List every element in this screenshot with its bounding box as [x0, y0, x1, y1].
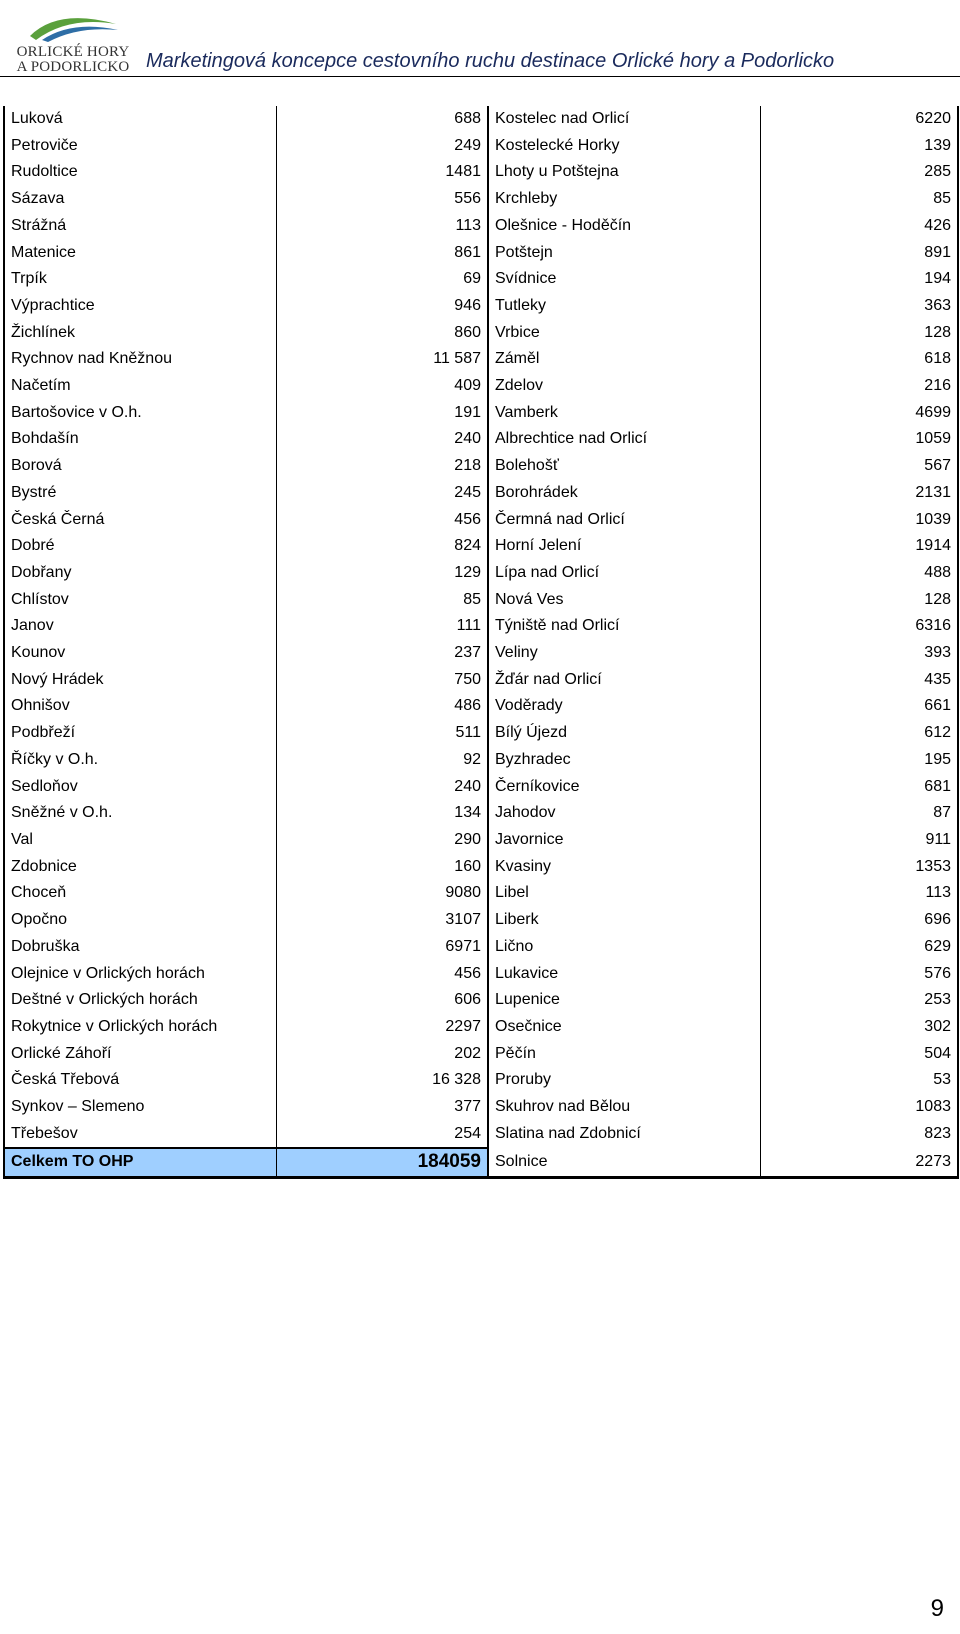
table-row [4, 266, 958, 293]
municipality-name: Říčky v O.h. [4, 747, 276, 774]
population-value: 860 [276, 320, 488, 347]
municipality-name: Javornice [488, 827, 760, 854]
municipality-name: Vrbice [488, 320, 760, 347]
table-row [4, 693, 958, 720]
municipality-name: Svídnice [488, 266, 760, 293]
population-value: 556 [276, 186, 488, 213]
population-value: 87 [760, 800, 958, 827]
municipality-name: Matenice [4, 240, 276, 267]
municipality-name: Lupenice [488, 987, 760, 1014]
population-value: 1083 [760, 1094, 958, 1121]
municipality-name: Janov [4, 613, 276, 640]
table-row [4, 560, 958, 587]
municipality-name: Opočno [4, 907, 276, 934]
population-value: 128 [760, 587, 958, 614]
population-value: 194 [760, 266, 958, 293]
population-value: 891 [760, 240, 958, 267]
municipality-name: Česká Třebová [4, 1067, 276, 1094]
municipality-name: Kostelecké Horky [488, 133, 760, 160]
table-row [4, 159, 958, 186]
table-row [4, 373, 958, 400]
municipality-name: Čermná nad Orlicí [488, 507, 760, 534]
municipality-name: Jahodov [488, 800, 760, 827]
population-value: 377 [276, 1094, 488, 1121]
municipality-name: Liberk [488, 907, 760, 934]
population-value: 1039 [760, 507, 958, 534]
table-row [4, 400, 958, 427]
municipality-name: Sázava [4, 186, 276, 213]
municipality-name: Ohnišov [4, 693, 276, 720]
population-value: 139 [760, 133, 958, 160]
municipality-name: Borová [4, 453, 276, 480]
population-value: 53 [760, 1067, 958, 1094]
population-value: 85 [276, 587, 488, 614]
population-value: 111 [276, 613, 488, 640]
table-row [4, 133, 958, 160]
population-value: 618 [760, 346, 958, 373]
municipality-name: Rudoltice [4, 159, 276, 186]
table-row [4, 293, 958, 320]
municipality-name: Bolehošť [488, 453, 760, 480]
population-value: 92 [276, 747, 488, 774]
municipality-name: Byzhradec [488, 747, 760, 774]
population-value: 2297 [276, 1014, 488, 1041]
logo-text-line2: A PODORLICKO [16, 59, 130, 75]
population-value: 824 [276, 533, 488, 560]
municipality-population-table [3, 106, 959, 1179]
table-row [4, 106, 958, 133]
population-value: 160 [276, 854, 488, 881]
population-value: 606 [276, 987, 488, 1014]
municipality-name: Výprachtice [4, 293, 276, 320]
population-value: 302 [760, 1014, 958, 1041]
table-row [4, 507, 958, 534]
table-row [4, 987, 958, 1014]
municipality-name: Rychnov nad Kněžnou [4, 346, 276, 373]
municipality-name: Bartošovice v O.h. [4, 400, 276, 427]
destination-logo [8, 4, 138, 74]
population-value: 426 [760, 213, 958, 240]
population-value: 576 [760, 961, 958, 988]
municipality-name: Podbřeží [4, 720, 276, 747]
table-row [4, 240, 958, 267]
municipality-name: Sněžné v O.h. [4, 800, 276, 827]
population-value: 363 [760, 293, 958, 320]
population-value: 290 [276, 827, 488, 854]
municipality-name: Česká Černá [4, 507, 276, 534]
population-value: 11 587 [276, 346, 488, 373]
municipality-name: Solnice [488, 1148, 760, 1177]
municipality-name: Chlístov [4, 587, 276, 614]
table-row [4, 480, 958, 507]
population-value: 2131 [760, 480, 958, 507]
municipality-name: Lhoty u Potštejna [488, 159, 760, 186]
municipality-name: Slatina nad Zdobnicí [488, 1121, 760, 1149]
municipality-name: Luková [4, 106, 276, 133]
population-value: 240 [276, 774, 488, 801]
municipality-name: Choceň [4, 880, 276, 907]
table-row [4, 640, 958, 667]
population-value: 456 [276, 507, 488, 534]
population-value: 16 328 [276, 1067, 488, 1094]
population-value: 195 [760, 747, 958, 774]
table-row [4, 453, 958, 480]
population-value: 1914 [760, 533, 958, 560]
population-value: 488 [760, 560, 958, 587]
municipality-name: Lípa nad Orlicí [488, 560, 760, 587]
population-value: 409 [276, 373, 488, 400]
population-value: 285 [760, 159, 958, 186]
table-row [4, 1094, 958, 1121]
population-value: 504 [760, 1041, 958, 1068]
population-value: 113 [760, 880, 958, 907]
table-row [4, 934, 958, 961]
population-value: 191 [276, 400, 488, 427]
table-row [4, 213, 958, 240]
population-value: 245 [276, 480, 488, 507]
municipality-name: Olešnice - Hoděčín [488, 213, 760, 240]
population-value: 456 [276, 961, 488, 988]
municipality-name: Skuhrov nad Bělou [488, 1094, 760, 1121]
municipality-name: Albrechtice nad Orlicí [488, 426, 760, 453]
table-row [4, 426, 958, 453]
municipality-name: Žďár nad Orlicí [488, 667, 760, 694]
municipality-name: Lukavice [488, 961, 760, 988]
population-value: 823 [760, 1121, 958, 1149]
header-divider [0, 76, 960, 77]
municipality-name: Zdelov [488, 373, 760, 400]
municipality-name: Krchleby [488, 186, 760, 213]
total-value: 184059 [276, 1148, 488, 1177]
population-value: 202 [276, 1041, 488, 1068]
population-value: 2273 [760, 1148, 958, 1177]
population-value: 486 [276, 693, 488, 720]
population-value: 1353 [760, 854, 958, 881]
municipality-name: Borohrádek [488, 480, 760, 507]
table-row [4, 854, 958, 881]
document-header-title: Marketingová koncepce cestovního ruchu destinace Orlické hory a Podorlicko [146, 50, 835, 72]
municipality-name: Bílý Újezd [488, 720, 760, 747]
population-value: 6971 [276, 934, 488, 961]
municipality-name: Sedloňov [4, 774, 276, 801]
municipality-name: Pěčín [488, 1041, 760, 1068]
table-row [4, 346, 958, 373]
population-value: 861 [276, 240, 488, 267]
table-row [4, 1014, 958, 1041]
population-value: 1481 [276, 159, 488, 186]
table-row [4, 774, 958, 801]
population-value: 567 [760, 453, 958, 480]
municipality-name: Záměl [488, 346, 760, 373]
municipality-name: Veliny [488, 640, 760, 667]
table-row [4, 1121, 958, 1149]
table-row [4, 667, 958, 694]
population-value: 69 [276, 266, 488, 293]
mountain-swoosh-icon [28, 6, 120, 44]
table-row [4, 880, 958, 907]
population-value: 254 [276, 1121, 488, 1149]
population-value: 240 [276, 426, 488, 453]
population-value: 216 [760, 373, 958, 400]
table-row [4, 533, 958, 560]
table-row [4, 747, 958, 774]
table-row [4, 613, 958, 640]
municipality-name: Žichlínek [4, 320, 276, 347]
municipality-name: Synkov – Slemeno [4, 1094, 276, 1121]
table-row [4, 907, 958, 934]
population-value: 134 [276, 800, 488, 827]
municipality-name: Zdobnice [4, 854, 276, 881]
population-value: 661 [760, 693, 958, 720]
table-row [4, 800, 958, 827]
municipality-name: Tutleky [488, 293, 760, 320]
municipality-name: Olejnice v Orlických horách [4, 961, 276, 988]
population-value: 249 [276, 133, 488, 160]
municipality-name: Trpík [4, 266, 276, 293]
municipality-name: Kvasiny [488, 854, 760, 881]
population-value: 511 [276, 720, 488, 747]
municipality-name: Černíkovice [488, 774, 760, 801]
population-value: 6220 [760, 106, 958, 133]
municipality-name: Týniště nad Orlicí [488, 613, 760, 640]
municipality-name: Potštejn [488, 240, 760, 267]
municipality-name: Osečnice [488, 1014, 760, 1041]
municipality-name: Dobruška [4, 934, 276, 961]
population-value: 688 [276, 106, 488, 133]
municipality-name: Orlické Záhoří [4, 1041, 276, 1068]
municipality-name: Dobřany [4, 560, 276, 587]
table-row [4, 186, 958, 213]
table-row [4, 1067, 958, 1094]
population-value: 946 [276, 293, 488, 320]
municipality-name: Bystré [4, 480, 276, 507]
municipality-name: Bohdašín [4, 426, 276, 453]
municipality-name: Nová Ves [488, 587, 760, 614]
table-row [4, 720, 958, 747]
logo-text-line1: ORLICKÉ HORY [16, 44, 130, 60]
municipality-name: Načetím [4, 373, 276, 400]
total-label: Celkem TO OHP [4, 1148, 276, 1177]
population-value: 435 [760, 667, 958, 694]
population-value: 85 [760, 186, 958, 213]
municipality-name: Proruby [488, 1067, 760, 1094]
municipality-name: Kostelec nad Orlicí [488, 106, 760, 133]
municipality-name: Deštné v Orlických horách [4, 987, 276, 1014]
municipality-name: Rokytnice v Orlických horách [4, 1014, 276, 1041]
population-value: 113 [276, 213, 488, 240]
municipality-name: Kounov [4, 640, 276, 667]
population-value: 253 [760, 987, 958, 1014]
municipality-name: Dobré [4, 533, 276, 560]
table-row [4, 1041, 958, 1068]
municipality-name: Horní Jelení [488, 533, 760, 560]
population-value: 6316 [760, 613, 958, 640]
municipality-name: Strážná [4, 213, 276, 240]
page-number: 9 [930, 1595, 944, 1622]
total-row [4, 1148, 958, 1177]
population-value: 9080 [276, 880, 488, 907]
population-value: 629 [760, 934, 958, 961]
population-value: 750 [276, 667, 488, 694]
municipality-name: Nový Hrádek [4, 667, 276, 694]
municipality-name: Val [4, 827, 276, 854]
population-value: 393 [760, 640, 958, 667]
table-row [4, 320, 958, 347]
population-value: 1059 [760, 426, 958, 453]
population-value: 612 [760, 720, 958, 747]
population-value: 128 [760, 320, 958, 347]
population-value: 3107 [276, 907, 488, 934]
population-value: 237 [276, 640, 488, 667]
municipality-name: Ličnо [488, 934, 760, 961]
population-value: 696 [760, 907, 958, 934]
table-row [4, 587, 958, 614]
population-value: 4699 [760, 400, 958, 427]
municipality-name: Třebešov [4, 1121, 276, 1149]
municipality-name: Petroviče [4, 133, 276, 160]
table-row [4, 827, 958, 854]
population-value: 129 [276, 560, 488, 587]
municipality-name: Voděrady [488, 693, 760, 720]
population-value: 681 [760, 774, 958, 801]
population-value: 218 [276, 453, 488, 480]
population-value: 911 [760, 827, 958, 854]
municipality-name: Vamberk [488, 400, 760, 427]
table-body [4, 106, 958, 1178]
municipality-name: Libel [488, 880, 760, 907]
table-row [4, 961, 958, 988]
